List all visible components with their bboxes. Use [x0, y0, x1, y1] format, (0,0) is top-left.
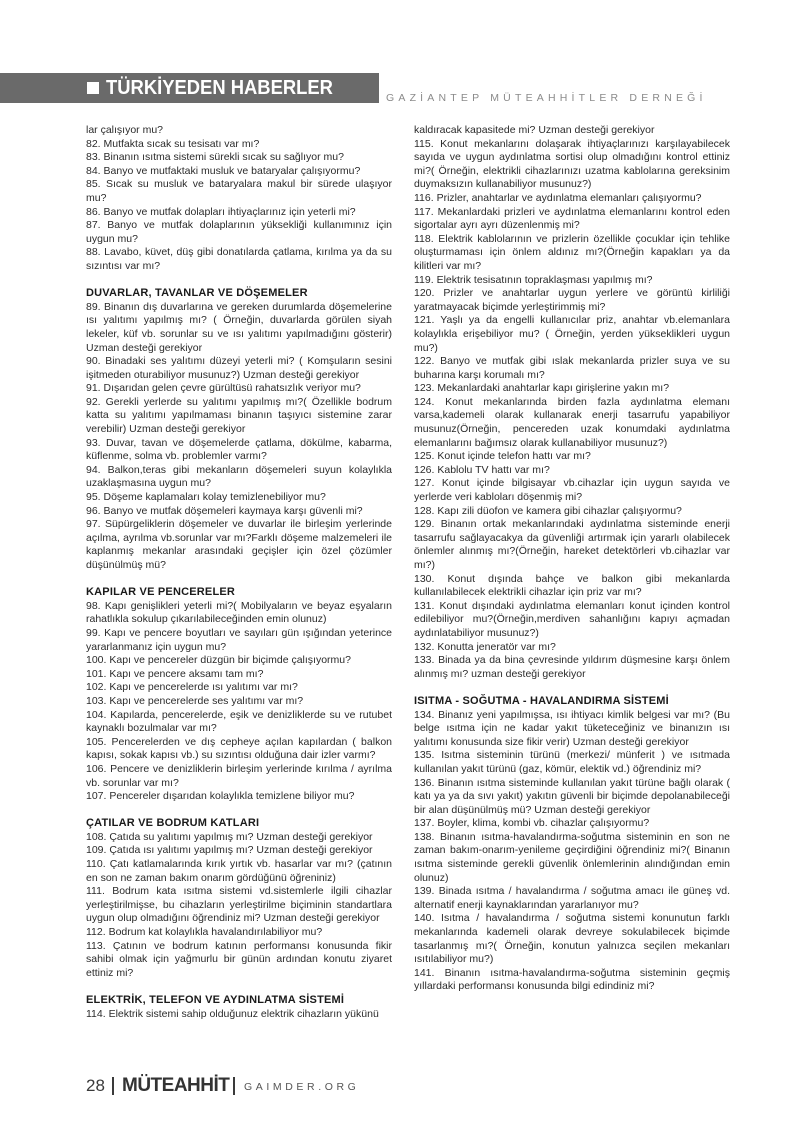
checklist-item: 106. Pencere ve denizliklerin birleşim yerlerinde kırılma / ayrılma vb. sorunlar var mı? — [86, 762, 392, 789]
checklist-item: 104. Kapılarda, pencerelerde, eşik ve denizliklerde su ve rutubet kaynaklı bozulmalar var mı? — [86, 708, 392, 735]
checklist-item: 124. Konut mekanlarında birden fazla aydınlatma elemanı varsa,kademeli olarak kullanarak enerji tasarrufu yapabiliyor musunuz(Örneğin, pencereden uzak konumdaki aydınlatma elemanlarını bağımsız olarak kullanabiliyor musunuz?) — [414, 395, 730, 449]
checklist-item: 92. Gerekli yerlerde su yalıtımı yapılmış mı?( Özellikle bodrum katta su yalıtımı yapılmaması binanın taşıyıcı sistemine zarar verebilir) Uzman desteği gerekiyor — [86, 395, 392, 436]
checklist-item: 97. Süpürgeliklerin döşemeler ve duvarlar ile birleşim yerlerinde açılma, ayrılma vb.sorunlar var mı?Farklı döşeme malzemeleri ile kaplanmış mekanlar arasındaki geçişler için özel çözümler düşünülmüş mü? — [86, 518, 392, 571]
page-number: 28 — [86, 1076, 105, 1095]
checklist-item: 121. Yaşlı ya da engelli kullanıcılar priz, anahtar vb.elemanlara kolaylıkla erişebiliyor mu? ( Örneğin, yerden yükseklikleri uygun mu?) — [414, 314, 730, 354]
right-column — [414, 124, 730, 994]
section-title: TÜRKİYEDEN HABERLER — [106, 77, 333, 99]
checklist-item: 88. Lavabo, küvet, düş gibi donatılarda çatlama, kırılma ya da su sızıntısı var mı? — [86, 246, 392, 272]
checklist-item: 100. Kapı ve pencereler düzgün bir biçimde çalışıyormu? — [86, 654, 351, 667]
section-heading: ÇATILAR VE BODRUM KATLARI — [86, 817, 260, 830]
association-name: GAZİANTEP MÜTEAHHİTLER DERNEĞİ — [386, 92, 707, 104]
checklist-item: 114. Elektrik sistemi sahip olduğunuz elektrik cihazların yükünü — [86, 1007, 379, 1020]
checklist-item: 91. Dışarıdan gelen çevre gürültüsü rahatsızlık veriyor mu? — [86, 382, 361, 395]
checklist-item: 120. Prizler ve anahtarlar uygun yerlere ve görüntü kirliliği yaratmayacak biçimde yerleştirimmiş mi? — [414, 287, 730, 313]
checklist-item: 139. Binada ısıtma / havalandırma / soğutma amacı ile güneş vd. alternatif enerji kaynaklarından yararlanıyor mu? — [414, 885, 730, 911]
checklist-item: 113. Çatının ve bodrum katının performansı konusunda fikir sahibi olmak için yağmurlu bir günün ardından konutu ziyaret ettiniz mi? — [86, 939, 392, 979]
checklist-item: 111. Bodrum kata ısıtma sistemi vd.sistemlerle ilgili cihazlar yerleştirilmişse, bu cihazların yerleştirilme biçiminin standartlara uygun olup olmadığını öğrendiniz mi? Uzman desteği gerekiyor — [86, 885, 392, 925]
left-column — [86, 124, 392, 1021]
checklist-item: 115. Konut mekanlarını dolaşarak ihtiyaçlarınızı karşılayabilecek sayıda ve uygun aydınlatma sortisi olup olmadığını kontrol ettiniz mi?( Örneğin, elektrikli cihazlarınızı uzatma kablolarına gereksinim duymaksızın kullanabiliyor musunuz?) — [414, 137, 730, 191]
checklist-item: 105. Pencerelerden ve dış cepheye açılan kapılardan ( balkon kapısı, sokak kapısı vb.) su sızıntısı olduğuna dair izler varmı? — [86, 735, 392, 762]
checklist-item: 122. Banyo ve mutfak gibi ıslak mekanlarda prizler suya ve su buharına karşı korumalı mı? — [414, 355, 730, 381]
checklist-item: 140. Isıtma / havalandırma / soğutma sistemi konunutun farklı mekanlarında kademeli olarak devreye sokulabilecek biçimde tasarlanmış mı?( Örneğin, konutun yalnızca seçilen mekanları ısıtılabiliyor mu?) — [414, 912, 730, 966]
checklist-item: 136. Binanın ısıtma sisteminde kullanılan yakıt türüne bağlı olarak ( katı ya ya da sıvı yakıt) yakıtın güvenli bir biçimde depolanabileceği bir alan düşünülmüş mü? Uzman desteği gerekiyor — [414, 776, 730, 816]
checklist-item: 89. Binanın dış duvarlarına ve gereken durumlarda döşemelerine ısı yalıtımı yapılmış mı? ( Örneğin, duvarlarda görülen siyah lekeler, küf vb. sorunlar su ve ısı yalıtımı yapılmadığını gösterir) Uzman desteği gerekiyor — [86, 300, 392, 354]
magazine-logo: MÜTEAHHİT — [122, 1075, 230, 1096]
checklist-item: 107. Pencereler dışarıdan kolaylıkla temizlene biliyor mu? — [86, 790, 355, 803]
checklist-item: 90. Binadaki ses yalıtımı düzeyi yeterli mi? ( Komşuların sesini işitmeden oturabiliyor musunuz?) Uzman desteği gerekiyor — [86, 355, 392, 381]
checklist-item: 101. Kapı ve pencere aksamı tam mı? — [86, 667, 264, 680]
section-heading: KAPILAR VE PENCERELER — [86, 586, 236, 599]
checklist-item: 84. Banyo ve mutfaktaki musluk ve bataryalar çalışıyormu? — [86, 164, 361, 177]
footer-divider — [233, 1077, 235, 1095]
section-heading: ELEKTRİK, TELEFON VE AYDINLATMA SİSTEMİ — [86, 994, 345, 1006]
spacer — [86, 573, 392, 587]
checklist-item: kaldıracak kapasitede mi? Uzman desteği gerekiyor — [414, 124, 655, 136]
footer-divider — [112, 1077, 114, 1095]
checklist-item: 119. Elektrik tesisatının topraklaşması yapılmış mı? — [414, 273, 653, 286]
checklist-item: 112. Bodrum kat kolaylıkla havalandırılabiliyor mu? — [86, 926, 323, 939]
checklist-item: 83. Binanın ısıtma sistemi sürekli sıcak su sağlıyor mu? — [86, 151, 344, 164]
checklist-item: 137. Boyler, klima, kombi vb. cihazlar çalışıyormu? — [414, 817, 650, 830]
spacer — [86, 804, 392, 818]
checklist-item: 82. Mutfakta sıcak su tesisatı var mı? — [86, 137, 260, 150]
checklist-item: 117. Mekanlardaki prizleri ve aydınlatma elemanlarını kontrol eden sigortalar ayrı ayrı düzenlenmiş mi? — [414, 205, 730, 232]
checklist-item: 110. Çatı katlamalarında kırık yırtık vb. hasarlar var mı? (çatının en son ne zaman bakım onarım gördüğünü öğreniniz) — [86, 858, 392, 884]
checklist-item: 102. Kapı ve pencerelerde ısı yalıtımı var mı? — [86, 681, 298, 694]
section-heading: DUVARLAR, TAVANLAR VE DÖŞEMELER — [86, 287, 308, 300]
spacer — [414, 681, 730, 695]
checklist-item: 130. Konut dışında bahçe ve balkon gibi mekanlarda kullanılabilecek elektrikli cihazlar için priz var mı? — [414, 572, 730, 599]
banner-square-icon — [87, 82, 99, 94]
checklist-item: 95. Döşeme kaplamaları kolay temizlenebiliyor mu? — [86, 491, 326, 504]
checklist-item: 85. Sıcak su musluk ve bataryalara makul bir sürede ulaşıyor mu? — [86, 178, 392, 204]
checklist-item: 127. Konut içinde bilgisayar vb.cihazlar için uygun sayıda ve yerlerde veri kabloları döşenmiş mi? — [414, 477, 730, 504]
checklist-item: 141. Binanın ısıtma-havalandırma-soğutma sisteminin geçmiş yıllardaki performansı konusunda bilgi edindiniz mi? — [414, 966, 730, 993]
checklist-item: 125. Konut içinde telefon hattı var mı? — [414, 450, 591, 463]
spacer — [86, 274, 392, 288]
checklist-item: 86. Banyo ve mutfak dolapları ihtiyaçlarınız için yeterli mi? — [86, 205, 356, 218]
checklist-item: 103. Kapı ve pencerelerde ses yalıtımı var mı? — [86, 694, 304, 707]
checklist-item: 108. Çatıda su yalıtımı yapılmış mı? Uzman desteği gerekiyor — [86, 830, 373, 843]
checklist-item: 126. Kablolu TV hattı var mı? — [414, 463, 550, 476]
checklist-item: 98. Kapı genişlikleri yeterli mi?( Mobilyaların ve beyaz eşyaların rahatlıkla sokulup çıkarılabileceğinden emin olunuz) — [86, 599, 392, 626]
website-link[interactable]: GAIMDER.ORG — [244, 1081, 360, 1093]
checklist-item: 87. Banyo ve mutfak dolaplarının yüksekliği kullanımınız için uygun mu? — [86, 219, 392, 245]
section-heading: ISITMA - SOĞUTMA - HAVALANDIRMA SİSTEMİ — [414, 694, 669, 707]
checklist-item: 123. Mekanlardaki anahtarlar kapı girişlerine yakın mı? — [414, 382, 670, 395]
checklist-item: lar çalışıyor mu? — [86, 124, 164, 136]
checklist-item: 129. Binanın ortak mekanlarındaki aydınlatma sisteminde enerji tasarrufu sağlayacakya da güvenliği artırmak için yararlı olabilecek önlemler alınmış mı?(Örneğin, hareket detektörleri vb.cihazlar var mı?) — [414, 518, 730, 571]
checklist-item: 118. Elektrik kablolarının ve prizlerin özellikle çocuklar için tehlike oluşturmaması için önlem aldınız mı?(Örneğin kapakları ya da kilitleri var mı? — [414, 232, 730, 272]
checklist-item: 93. Duvar, tavan ve döşemelerde çatlama, dökülme, kabarma, küflenme, solma vb. problemler varmı? — [86, 436, 392, 463]
checklist-item: 96. Banyo ve mutfak döşemeleri kaymaya karşı güvenli mi? — [86, 504, 363, 517]
checklist-item: 135. Isıtma sisteminin türünü (merkezi/ münferit ) ve ısıtmada kullanılan yakıt türünü (gaz, kömür, elektik vd.) öğrendiniz mi? — [414, 749, 730, 775]
checklist-item: 94. Balkon,teras gibi mekanların döşemeleri suyun kolaylıkla uzaklaşmasına uygun mu? — [86, 463, 392, 490]
checklist-item: 99. Kapı ve pencere boyutları ve sayıları gün ışığından yeterince yararlanmanız için uygun mu? — [86, 626, 392, 653]
checklist-item: 134. Binanız yeni yapılmışsa, ısı ihtiyacı kimlik belgesi var mı? (Bu belge ısıtma için ne kadar yakıt tüketeceğiniz ve binanızın ısı yalıtımı konusunda size fikir verir) Uzman desteği gerekiyor — [414, 708, 730, 748]
checklist-item: 116. Prizler, anahtarlar ve aydınlatma elemanları çalışıyormu? — [414, 191, 702, 204]
checklist-item: 128. Kapı zili düofon ve kamera gibi cihazlar çalışıyormu? — [414, 504, 682, 517]
checklist-item: 131. Konut dışındaki aydınlatma elemanları konut içinden kontrol edilebiliyor mu?(Örneğin,merdiven sahanlığını kapıyı açmadan aydınlatabiliyor musunuz?) — [414, 599, 730, 639]
checklist-item: 133. Binada ya da bina çevresinde yıldırım düşmesine karşı önlem alınmış mı? uzman desteği gerekiyor — [414, 654, 730, 680]
checklist-item: 132. Konutta jeneratör var mı? — [414, 640, 556, 653]
checklist-item: 138. Binanın ısıtma-havalandırma-soğutma sisteminin en son ne zaman bakım-onarım-yenileme geçirdiğini öğrendiniz mi?( Binanın ısıtma sisteminde gerekli güvenlik önlemlerinin alındığından emin olunuz) — [414, 830, 730, 884]
spacer — [86, 980, 392, 994]
checklist-item: 109. Çatıda ısı yalıtımı yapılmış mı? Uzman desteği gerekiyor — [86, 844, 373, 857]
